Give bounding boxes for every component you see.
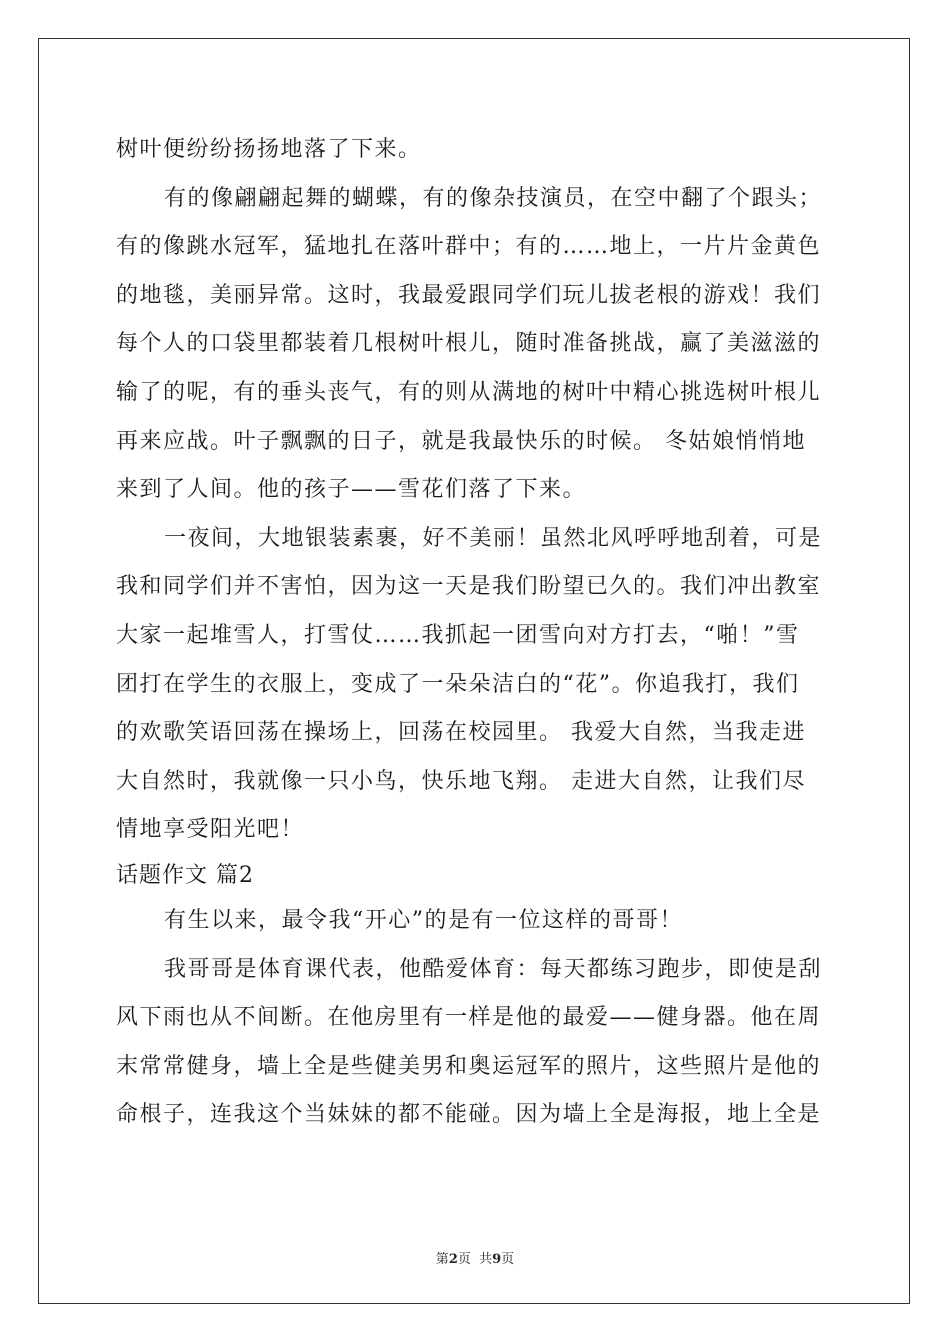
text-line: 的地毯，美丽异常。这时，我最爱跟同学们玩儿拔老根的游戏！我们 bbox=[116, 282, 822, 308]
text-line: 来到了人间。他的孩子——雪花们落了下来。 bbox=[116, 477, 587, 503]
footer-middle: 页 共 bbox=[457, 1252, 493, 1267]
text-line: 风下雨也从不间断。在他房里有一样是他的最爱——健身器。他在周 bbox=[116, 1005, 822, 1031]
text-line: 命根子，连我这个当妹妹的都不能碰。因为墙上全是海报，地上全是 bbox=[116, 1102, 822, 1128]
page-footer bbox=[0, 1248, 950, 1267]
text-line: 输了的呢，有的垂头丧气，有的则从满地的树叶中精心挑选树叶根儿 bbox=[116, 379, 822, 405]
text-line: 大家一起堆雪人，打雪仗……我抓起一团雪向对方打去，“啪！”雪 bbox=[116, 622, 800, 648]
essay-part-2 bbox=[116, 897, 836, 1140]
text-line: 有生以来，最令我“开心”的是有一位这样的哥哥！ bbox=[164, 907, 683, 933]
text-line: 树叶便纷纷扬扬地落了下来。 bbox=[116, 137, 422, 162]
text-line: 我哥哥是体育课代表，他酷爱体育：每天都练习跑步，即使是刮 bbox=[164, 956, 823, 982]
text-line: 团打在学生的衣服上，变成了一朵朵洁白的“花”。你追我打，我们 bbox=[116, 671, 800, 697]
section-heading: 话题作文 篇2 bbox=[116, 862, 254, 888]
text-line: 的欢歌笑语回荡在操场上，回荡在校园里。 我爱大自然，当我走进 bbox=[116, 720, 806, 746]
text-line: 我和同学们并不害怕，因为这一天是我们盼望已久的。我们冲出教室 bbox=[116, 574, 822, 600]
document-body bbox=[116, 126, 836, 1140]
text-line: 末常常健身，墙上全是些健美男和奥运冠军的照片，这些照片是他的 bbox=[116, 1053, 822, 1079]
text-line: 一夜间，大地银装素裹，好不美丽！虽然北风呼呼地刮着，可是 bbox=[164, 525, 823, 551]
text-line: 有的像跳水冠军，猛地扎在落叶群中；有的……地上，一片片金黄色 bbox=[116, 234, 822, 260]
essay-part-1 bbox=[116, 126, 836, 855]
total-page-number: 9 bbox=[492, 1252, 502, 1267]
text-line: 每个人的口袋里都装着几根树叶根儿，随时准备挑战，赢了美滋滋的 bbox=[116, 331, 822, 357]
text-line: 大自然时，我就像一只小鸟，快乐地飞翔。 走进大自然，让我们尽 bbox=[116, 768, 806, 794]
footer-prefix: 第 bbox=[435, 1252, 449, 1267]
text-line: 有的像翩翩起舞的蝴蝶，有的像杂技演员，在空中翻了个跟头； bbox=[164, 185, 823, 211]
text-line: 再来应战。叶子飘飘的日子，就是我最快乐的时候。 冬姑娘悄悄地 bbox=[116, 428, 806, 454]
text-line: 情地享受阳光吧！ bbox=[116, 817, 305, 843]
footer-suffix: 页 bbox=[501, 1252, 515, 1267]
current-page-number: 2 bbox=[448, 1252, 458, 1267]
